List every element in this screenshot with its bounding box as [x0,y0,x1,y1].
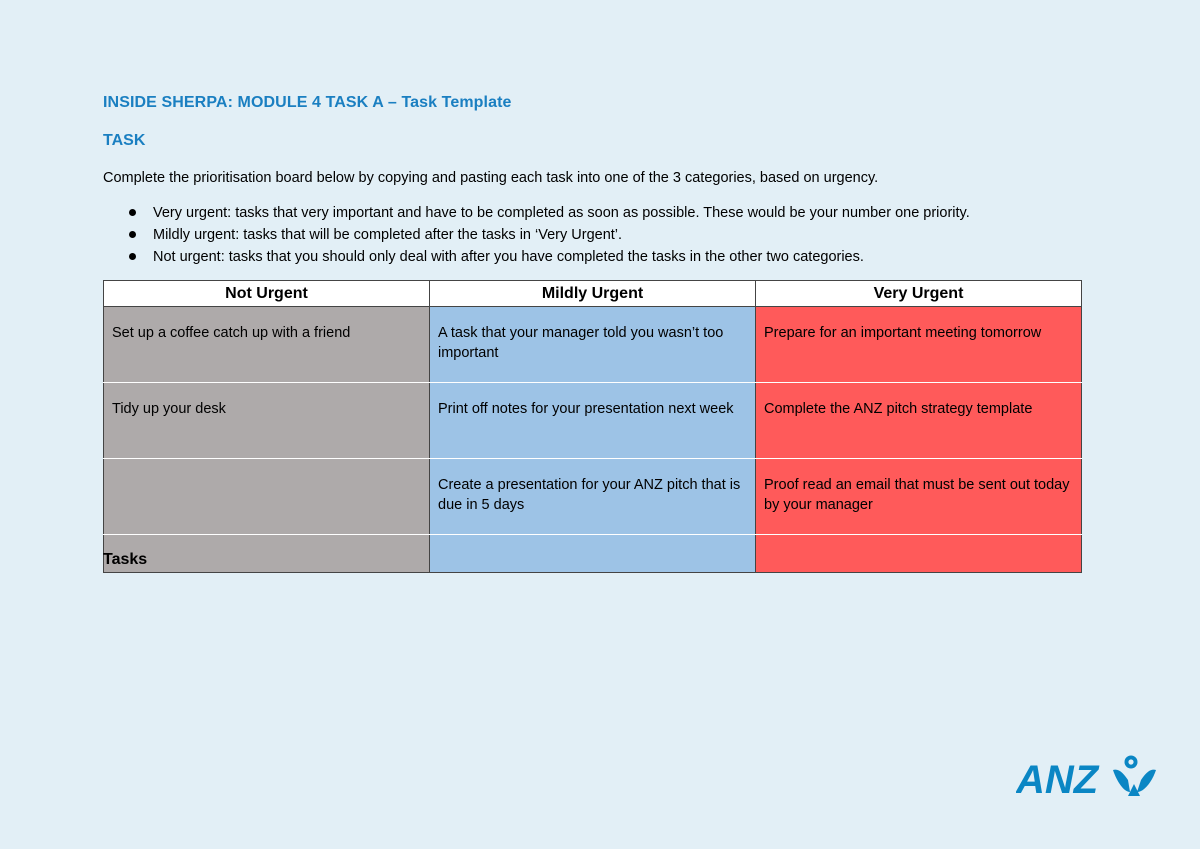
anz-person-icon [1113,756,1156,797]
table-row [104,383,1082,459]
list-item [103,246,970,268]
column-header-very-urgent: Very Urgent [756,281,1082,307]
table-cell[interactable] [430,535,756,573]
tasks-label: Tasks [103,551,148,568]
prioritisation-board [103,280,1082,573]
table-cell[interactable]: Create a presentation for your ANZ pitch that is due in 5 days [430,459,756,535]
task-heading: TASK [103,132,146,149]
column-header-mildly-urgent: Mildly Urgent [430,281,756,307]
bullet-text: Very urgent: tasks that very important and have to be completed as soon as possible. These would be your number one priority. [153,205,970,221]
intro-text: Complete the prioritisation board below by copying and pasting each task into one of the 3 categories, based on urgency. [103,170,879,186]
list-item [103,202,970,224]
table-cell[interactable] [756,535,1082,573]
table-cell[interactable]: Tidy up your desk [104,383,430,459]
table-cell[interactable] [104,459,430,535]
table-cell[interactable]: A task that your manager told you wasn’t too important [430,307,756,383]
table-row [104,307,1082,383]
bullet-text: Not urgent: tasks that you should only deal with after you have completed the tasks in the other two categories. [153,249,864,265]
bullet-text: Mildly urgent: tasks that will be completed after the tasks in ‘Very Urgent’. [153,227,623,243]
bullet-icon [129,253,136,260]
table-cell[interactable] [104,535,430,573]
table-cell[interactable]: Proof read an email that must be sent out today by your manager [756,459,1082,535]
table-cell[interactable]: Print off notes for your presentation next week [430,383,756,459]
list-item [103,224,970,246]
bullet-icon [129,209,136,216]
urgency-definitions-list [103,202,970,268]
logo-text: ANZ [1016,758,1099,800]
table-cell[interactable]: Complete the ANZ pitch strategy template [756,383,1082,459]
table-cell[interactable]: Prepare for an important meeting tomorrow [756,307,1082,383]
table-header-row [104,281,1082,307]
anz-logo [1016,752,1158,800]
document-title: INSIDE SHERPA: MODULE 4 TASK A – Task Template [103,94,512,111]
table-row [104,459,1082,535]
bullet-icon [129,231,136,238]
table-row [104,535,1082,573]
table-cell[interactable]: Set up a coffee catch up with a friend [104,307,430,383]
column-header-not-urgent: Not Urgent [104,281,430,307]
